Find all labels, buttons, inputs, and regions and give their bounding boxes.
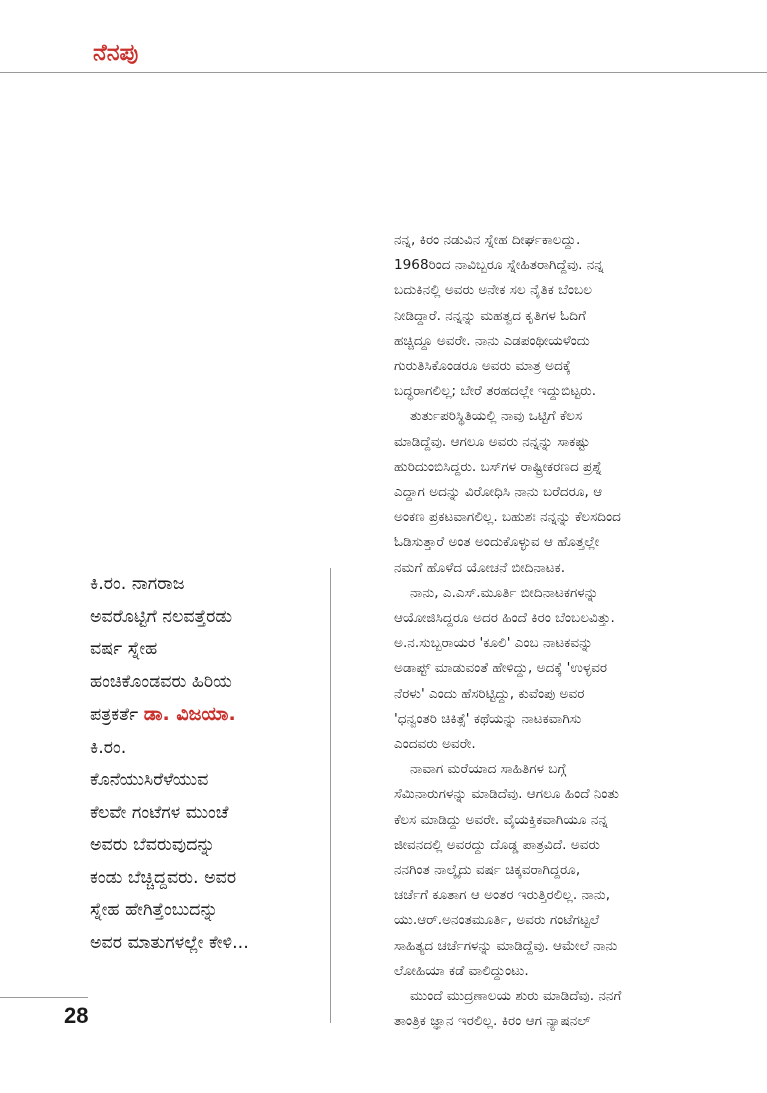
- article-line: ಸೆಮಿನಾರುಗಳನ್ನು ಮಾಡಿದೆವು. ಆಗಲೂ ಹಿಂದೆ ನಿಂತು: [394, 786, 619, 803]
- author-name: ಡಾ. ವಿಜಯಾ.: [143, 703, 236, 725]
- article-line: ಆಯೋಜಿಸಿದ್ದರೂ ಅದರ ಹಿಂದೆ ಕಿರಂ ಬೆಂಬಲವಿತ್ತು.: [394, 610, 615, 627]
- pull-quote-line: [90, 698, 322, 732]
- article-line: ಚರ್ಚೆಗೆ ಕೂತಾಗ ಆ ಅಂತರ ಇರುತ್ತಿರಲಿಲ್ಲ. ನಾನು,: [394, 887, 611, 904]
- pull-quote-line: ಕೆಲವೇ ಗಂಟೆಗಳ ಮುಂಚೆ: [90, 802, 229, 823]
- pull-quote-line: ಹಂಚಿಕೊಂಡವರು ಹಿರಿಯ: [90, 671, 232, 692]
- article-line: ತುರ್ತುಪರಿಸ್ಥಿತಿಯಲ್ಲಿ ನಾವು ಒಟ್ಟಿಗೆ ಕೆಲಸ: [410, 408, 583, 425]
- pull-quote-line: ಸ್ನೇಹ ಹೇಗಿತ್ತೆಂಬುದನ್ನು: [90, 900, 219, 920]
- article-line: ಎಂದವರು ಅವರೇ.: [394, 736, 476, 753]
- section-title: ನೆನಪು: [93, 40, 139, 66]
- article-line: 1968ರಿಂದ ನಾವಿಬ್ಬರೂ ಸ್ನೇಹಿತರಾಗಿದ್ದೆವು. ನನ್ನ: [394, 257, 604, 274]
- page-number: 28: [64, 1003, 89, 1028]
- article-line: ಓಡಿಸುತ್ತಾರೆ ಅಂತ ಅಂದುಕೊಳ್ಳುವ ಆ ಹೊತ್ತಲ್ಲೇ: [394, 534, 600, 551]
- article-line: 'ಧನ್ವಂತರಿ ಚಿಕಿತ್ಸೆ' ಕಥೆಯನ್ನು ನಾಟಕವಾಗಿಸು: [394, 710, 582, 727]
- article-line: ನನ್ನ, ಕಿರಂ ನಡುವಿನ ಸ್ನೇಹ ದೀರ್ಘಕಾಲದ್ದು.: [394, 232, 581, 248]
- column-divider: [330, 568, 331, 1023]
- pull-quote-line: ಕಂಡು ಬೆಚ್ಚಿದ್ದವರು. ಅವರ: [90, 867, 237, 888]
- article-line: ಹುರಿದುಂಬಿಸಿದ್ದರು. ಬಸ್‌ಗಳ ರಾಷ್ಟ್ರೀಕರಣದ ಪ್ರಶ್ನೆ: [394, 458, 603, 475]
- article-line: ನನಗಿಂತ ನಾಲ್ಕೈದು ವರ್ಷ ಚಿಕ್ಕವರಾಗಿದ್ದರೂ,: [394, 862, 581, 879]
- article-line: ಎದ್ದಾಗ ಅದನ್ನು ವಿರೋಧಿಸಿ ನಾನು ಬರೆದರೂ, ಆ: [394, 484, 603, 501]
- article-line: ಹಚ್ಚಿದ್ದೂ ಅವರೇ. ನಾನು ಎಡಪಂಥೀಯಳೆಂದು: [394, 332, 590, 349]
- pull-quote-line: ಅವರೊಟ್ಟಿಗೆ ನಲವತ್ತೆರಡು: [90, 606, 233, 627]
- pull-quote-line: ವರ್ಷ ಸ್ನೇಹ: [90, 639, 158, 659]
- pull-quote-line: ಅವರ ಮಾತುಗಳಲ್ಲೇ ಕೇಳಿ...: [90, 932, 249, 953]
- article-line: ಬದುಕಿನಲ್ಲಿ ಅವರು ಅನೇಕ ಸಲ ನೈತಿಕ ಬೆಂಬಲ: [394, 282, 592, 299]
- article-body: [394, 228, 694, 1035]
- pull-quote-prefix: ಪತ್ರಕರ್ತೆ: [90, 705, 144, 725]
- article-line: ಲೋಹಿಯಾ ಕಡೆ ವಾಲಿದ್ದುಂಟು.: [394, 962, 529, 979]
- article-line: ಕೆಲಸ ಮಾಡಿದ್ದು ಅವರೇ. ವೈಯಕ್ತಿಕವಾಗಿಯೂ ನನ್ನ: [394, 811, 608, 828]
- article-line: ನೆರಳು' ಎಂದು ಹೆಸರಿಟ್ಟಿದ್ದು, ಕುವೆಂಪು ಅವರ: [394, 685, 585, 702]
- article-line: ಗುರುತಿಸಿಕೊಂಡರೂ ಅವರು ಮಾತ್ರ ಅದಕ್ಕೆ: [394, 358, 571, 375]
- article-line: ನಾನು, ಎ.ಎಸ್.ಮೂರ್ತಿ ಬೀದಿನಾಟಕಗಳನ್ನು: [410, 584, 599, 601]
- article-line: ಯು.ಆರ್.ಅನಂತಮೂರ್ತಿ, ಅವರು ಗಂಟೆಗಟ್ಟಲೆ: [394, 912, 600, 929]
- header-divider: [0, 72, 767, 73]
- article-line: ನಮಗೆ ಹೊಳೆದ ಯೋಚನೆ ಬೀದಿನಾಟಕ.: [394, 559, 566, 576]
- pull-quote: [90, 568, 322, 959]
- article-line: ಮಾಡಿದ್ದೆವು. ಆಗಲೂ ಅವರು ನನ್ನನ್ನು ಸಾಕಷ್ಟು: [394, 433, 590, 450]
- pull-quote-line: ಕಿ.ರಂ. ನಾಗರಾಜ: [90, 574, 185, 594]
- article-line: ಅಂಕಣ ಪ್ರಕಟವಾಗಲಿಲ್ಲ. ಬಹುಶಃ ನನ್ನನ್ನು ಕೆಲಸದಿಂದ: [394, 509, 621, 526]
- pull-quote-line: ಕೊನೆಯುಸಿರೆಳೆಯುವ: [90, 770, 209, 790]
- article-line: ಅ.ನ.ಸುಬ್ಬರಾಯರ 'ಕೂಲಿ' ಎಂಬ ನಾಟಕವನ್ನು: [394, 635, 593, 652]
- article-line: ತಾಂತ್ರಿಕ ಜ್ಞಾನ ಇರಲಿಲ್ಲ. ಕಿರಂ ಆಗ ನ್ಯಾಷನಲ್: [394, 1013, 591, 1030]
- article-line: ನೀಡಿದ್ದಾರೆ. ನನ್ನನ್ನು ಮಹತ್ವದ ಕೃತಿಗಳ ಓದಿಗೆ: [394, 307, 586, 324]
- footer-divider: [0, 997, 88, 998]
- article-line: ಮುಂದೆ ಮುದ್ರಣಾಲಯ ಶುರು ಮಾಡಿದೆವು. ನನಗೆ: [410, 988, 622, 1005]
- pull-quote-line: ಅವರು ಬೆವರುವುದನ್ನು: [90, 835, 216, 855]
- article-line: ನಾವಾಗ ಮರೆಯಾದ ಸಾಹಿತಿಗಳ ಬಗ್ಗೆ: [410, 761, 567, 778]
- article-line: ಜೀವನದಲ್ಲಿ ಅವರದ್ದು ದೊಡ್ಡ ಪಾತ್ರವಿದೆ. ಅವರು: [394, 836, 600, 853]
- article-line: ಅಡಾಪ್ಟ್ ಮಾಡುವಂತೆ ಹೇಳಿದ್ದು, ಅದಕ್ಕೆ 'ಉಳ್ಳವರ: [394, 660, 608, 677]
- pull-quote-line: ಕಿ.ರಂ.: [90, 737, 127, 758]
- article-line: ಸಾಹಿತ್ಯದ ಚರ್ಚೆಗಳನ್ನು ಮಾಡಿದ್ದೆವು. ಆಮೇಲೆ ನಾನು: [394, 937, 618, 954]
- article-line: ಬದ್ಧರಾಗಲಿಲ್ಲ; ಬೇರೆ ತರಹದಲ್ಲೇ ಇದ್ದುಬಿಟ್ಟರು.: [394, 383, 597, 400]
